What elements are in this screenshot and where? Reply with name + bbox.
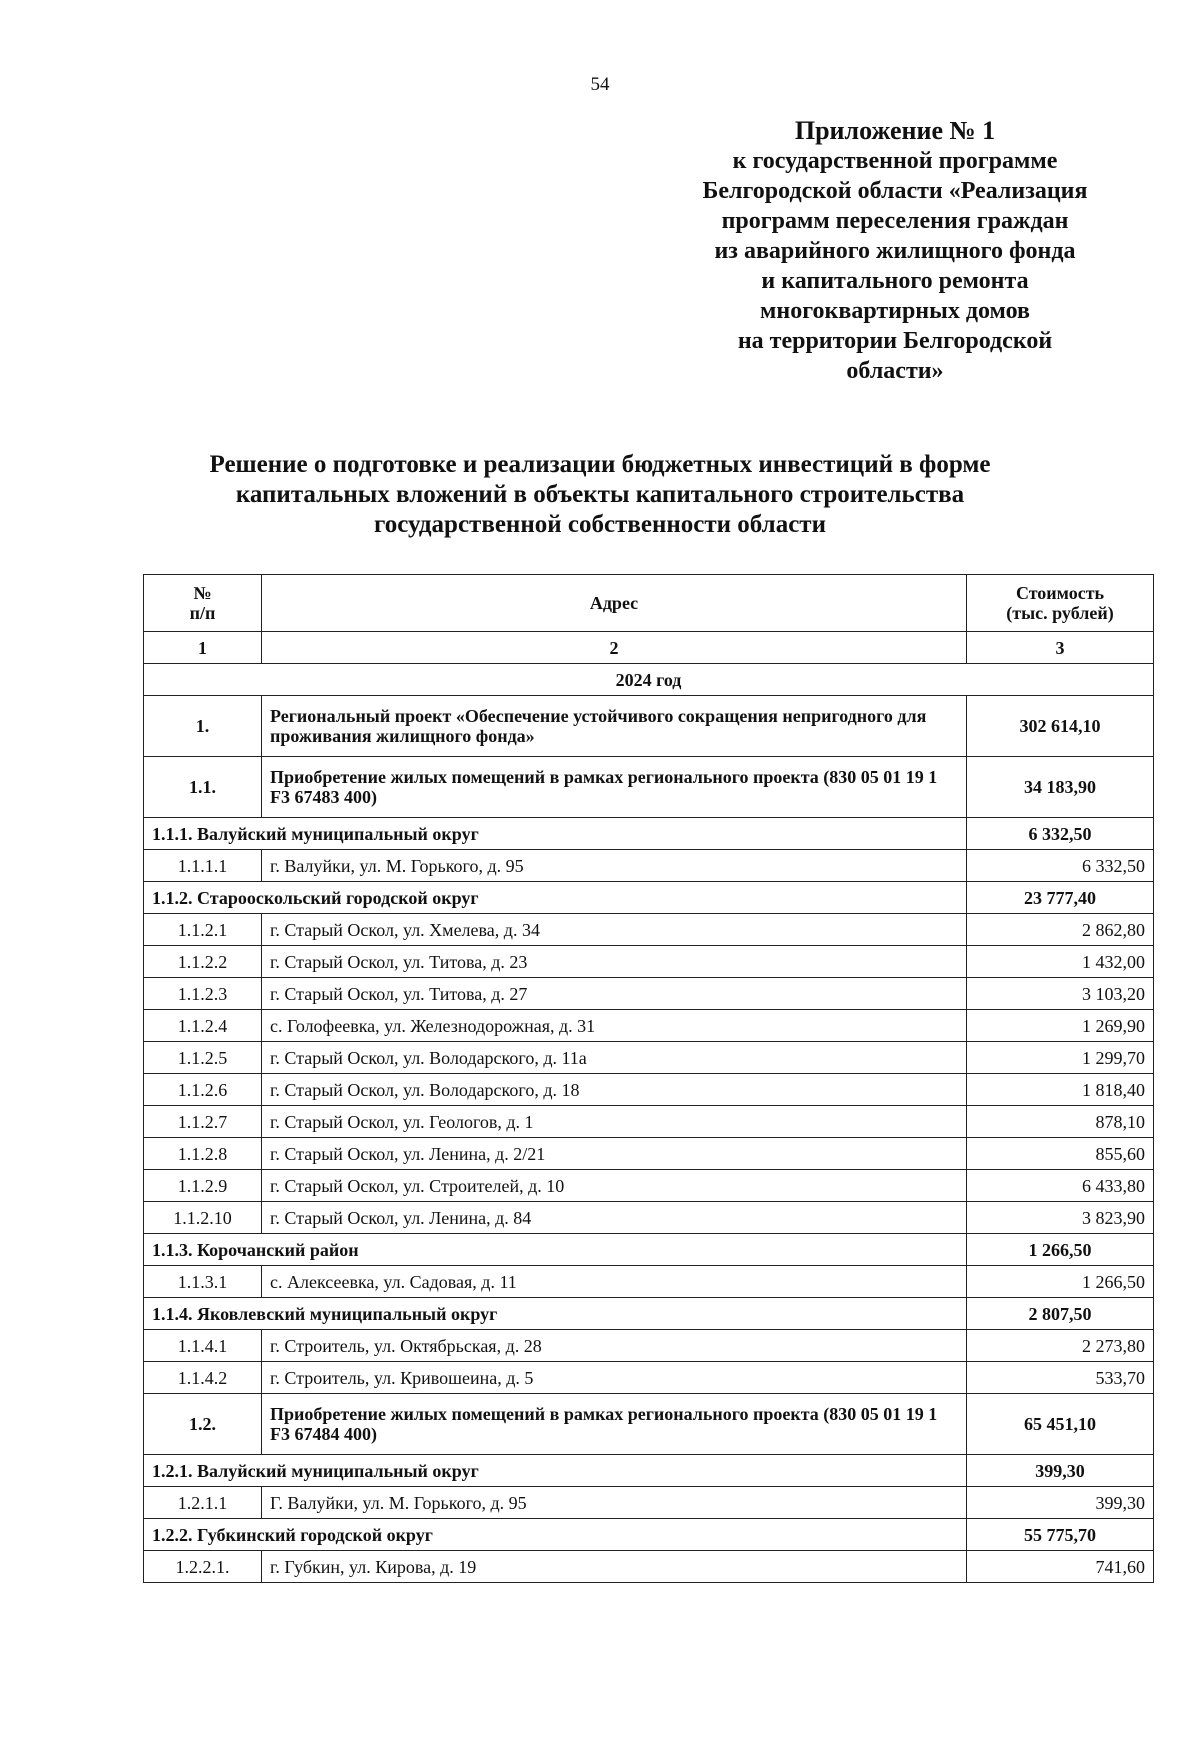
- group-row: [144, 1519, 1154, 1551]
- header-num: [144, 575, 262, 632]
- group-value: 1 266,50: [967, 1234, 1154, 1266]
- table-row: [144, 1330, 1154, 1362]
- investment-table: [143, 574, 1154, 1583]
- row-number: 1.1.1.1: [144, 850, 262, 882]
- table-row: [144, 1487, 1154, 1519]
- appendix-line: и капитального ремонта: [761, 268, 1029, 294]
- row-value: 2 862,80: [967, 914, 1154, 946]
- group-value: 6 332,50: [967, 818, 1154, 850]
- group-label: 1.1.4. Яковлевский муниципальный округ: [144, 1298, 967, 1330]
- row-number: 1.1.2.1: [144, 914, 262, 946]
- row-address: г. Старый Оскол, ул. Ленина, д. 84: [262, 1202, 967, 1234]
- row-address: г. Старый Оскол, ул. Строителей, д. 10: [262, 1170, 967, 1202]
- row-address: Региональный проект «Обеспечение устойчивого сокращения непригодного для проживания жилищного фонда»: [262, 696, 967, 757]
- group-row: [144, 818, 1154, 850]
- row-number: 1.1.2.10: [144, 1202, 262, 1234]
- section-row: [144, 696, 1154, 757]
- table-row: [144, 1042, 1154, 1074]
- row-address: г. Старый Оскол, ул. Титова, д. 23: [262, 946, 967, 978]
- row-address: Приобретение жилых помещений в рамках регионального проекта (830 05 01 19 1 F3 67484 400): [262, 1394, 967, 1455]
- row-address: г. Валуйки, ул. М. Горького, д. 95: [262, 850, 967, 882]
- group-row: [144, 882, 1154, 914]
- table-row: [144, 850, 1154, 882]
- row-number: 1.1.2.2: [144, 946, 262, 978]
- table-row: [144, 1138, 1154, 1170]
- row-number: 1.1.2.8: [144, 1138, 262, 1170]
- page-number: 54: [590, 74, 610, 95]
- row-address: г. Губкин, ул. Кирова, д. 19: [262, 1551, 967, 1583]
- row-value: 3 823,90: [967, 1202, 1154, 1234]
- appendix-line: многоквартирных домов: [760, 298, 1030, 324]
- document-title: [140, 450, 1060, 540]
- table-row: [144, 1266, 1154, 1298]
- row-number: 1.1.2.5: [144, 1042, 262, 1074]
- row-address: с. Алексеевка, ул. Садовая, д. 11: [262, 1266, 967, 1298]
- row-address: г. Старый Оскол, ул. Ленина, д. 2/21: [262, 1138, 967, 1170]
- header-cost-line2: (тыс. рублей): [1006, 603, 1114, 623]
- group-row: [144, 1455, 1154, 1487]
- row-value: 1 266,50: [967, 1266, 1154, 1298]
- row-address: г. Строитель, ул. Кривошеина, д. 5: [262, 1362, 967, 1394]
- table-row: [144, 1202, 1154, 1234]
- table-row: [144, 1170, 1154, 1202]
- row-value: 1 818,40: [967, 1074, 1154, 1106]
- appendix-line: из аварийного жилищного фонда: [714, 238, 1076, 264]
- section-row: [144, 757, 1154, 818]
- title-line: капитальных вложений в объекты капитального строительства: [235, 481, 965, 508]
- row-number: 1.2.1.1: [144, 1487, 262, 1519]
- column-numbers-row: [144, 632, 1154, 664]
- row-number: 1.2.2.1.: [144, 1551, 262, 1583]
- group-value: 399,30: [967, 1455, 1154, 1487]
- row-number: 1.: [144, 696, 262, 757]
- header-cost-line1: Стоимость: [1015, 583, 1105, 603]
- group-label: 1.2.1. Валуйский муниципальный округ: [144, 1455, 967, 1487]
- row-value: 6 433,80: [967, 1170, 1154, 1202]
- column-number: 3: [967, 632, 1154, 664]
- row-number: 1.1.4.2: [144, 1362, 262, 1394]
- row-address: г. Старый Оскол, ул. Володарского, д. 18: [262, 1074, 967, 1106]
- row-number: 1.2.: [144, 1394, 262, 1455]
- header-cost: [967, 575, 1154, 632]
- title-line: Решение о подготовке и реализации бюджетных инвестиций в форме: [209, 451, 991, 478]
- table-header-row: [144, 575, 1154, 632]
- table-row: [144, 1074, 1154, 1106]
- table-row: [144, 978, 1154, 1010]
- row-address: г. Старый Оскол, ул. Володарского, д. 11а: [262, 1042, 967, 1074]
- row-number: 1.1.4.1: [144, 1330, 262, 1362]
- year-row: [144, 664, 1154, 696]
- row-value: 3 103,20: [967, 978, 1154, 1010]
- group-label: 1.2.2. Губкинский городской округ: [144, 1519, 967, 1551]
- group-row: [144, 1298, 1154, 1330]
- group-row: [144, 1234, 1154, 1266]
- row-value: 1 299,70: [967, 1042, 1154, 1074]
- row-address: г. Строитель, ул. Октябрьская, д. 28: [262, 1330, 967, 1362]
- row-number: 1.1.2.6: [144, 1074, 262, 1106]
- row-address: г. Старый Оскол, ул. Хмелева, д. 34: [262, 914, 967, 946]
- row-address: Приобретение жилых помещений в рамках регионального проекта (830 05 01 19 1 F3 67483 400): [262, 757, 967, 818]
- title-line: государственной собственности области: [373, 511, 826, 538]
- row-value: 34 183,90: [967, 757, 1154, 818]
- appendix-line: области»: [846, 358, 944, 384]
- table-row: [144, 1551, 1154, 1583]
- row-address: Г. Валуйки, ул. М. Горького, д. 95: [262, 1487, 967, 1519]
- appendix-line: к государственной программе: [732, 148, 1058, 174]
- row-value: 302 614,10: [967, 696, 1154, 757]
- row-address: с. Голофеевка, ул. Железнодорожная, д. 31: [262, 1010, 967, 1042]
- row-value: 533,70: [967, 1362, 1154, 1394]
- group-value: 2 807,50: [967, 1298, 1154, 1330]
- group-label: 1.1.1. Валуйский муниципальный округ: [144, 818, 967, 850]
- row-value: 855,60: [967, 1138, 1154, 1170]
- row-number: 1.1.2.9: [144, 1170, 262, 1202]
- group-value: 55 775,70: [967, 1519, 1154, 1551]
- header-num-line2: п/п: [189, 603, 216, 623]
- appendix-line: на территории Белгородской: [737, 328, 1053, 354]
- table-row: [144, 946, 1154, 978]
- table-row: [144, 914, 1154, 946]
- row-value: 6 332,50: [967, 850, 1154, 882]
- row-number: 1.1.2.4: [144, 1010, 262, 1042]
- row-value: 65 451,10: [967, 1394, 1154, 1455]
- row-value: 878,10: [967, 1106, 1154, 1138]
- section-row: [144, 1394, 1154, 1455]
- row-number: 1.1.2.3: [144, 978, 262, 1010]
- column-number: 2: [262, 632, 967, 664]
- header-num-line1: №: [193, 583, 212, 603]
- appendix-line: Белгородской области «Реализация: [702, 178, 1088, 204]
- table-row: [144, 1010, 1154, 1042]
- row-value: 399,30: [967, 1487, 1154, 1519]
- group-label: 1.1.2. Старооскольский городской округ: [144, 882, 967, 914]
- appendix-heading: [660, 116, 1130, 386]
- table-row: [144, 1106, 1154, 1138]
- row-address: г. Старый Оскол, ул. Титова, д. 27: [262, 978, 967, 1010]
- column-number: 1: [144, 632, 262, 664]
- row-number: 1.1.: [144, 757, 262, 818]
- appendix-line: Приложение № 1: [794, 116, 996, 145]
- group-label: 1.1.3. Корочанский район: [144, 1234, 967, 1266]
- row-value: 741,60: [967, 1551, 1154, 1583]
- row-value: 1 432,00: [967, 946, 1154, 978]
- appendix-line: программ переселения граждан: [721, 208, 1069, 234]
- row-value: 2 273,80: [967, 1330, 1154, 1362]
- row-number: 1.1.2.7: [144, 1106, 262, 1138]
- row-address: г. Старый Оскол, ул. Геологов, д. 1: [262, 1106, 967, 1138]
- group-value: 23 777,40: [967, 882, 1154, 914]
- row-number: 1.1.3.1: [144, 1266, 262, 1298]
- header-address: Адрес: [262, 575, 967, 632]
- table-row: [144, 1362, 1154, 1394]
- year-label: 2024 год: [144, 664, 1154, 696]
- row-value: 1 269,90: [967, 1010, 1154, 1042]
